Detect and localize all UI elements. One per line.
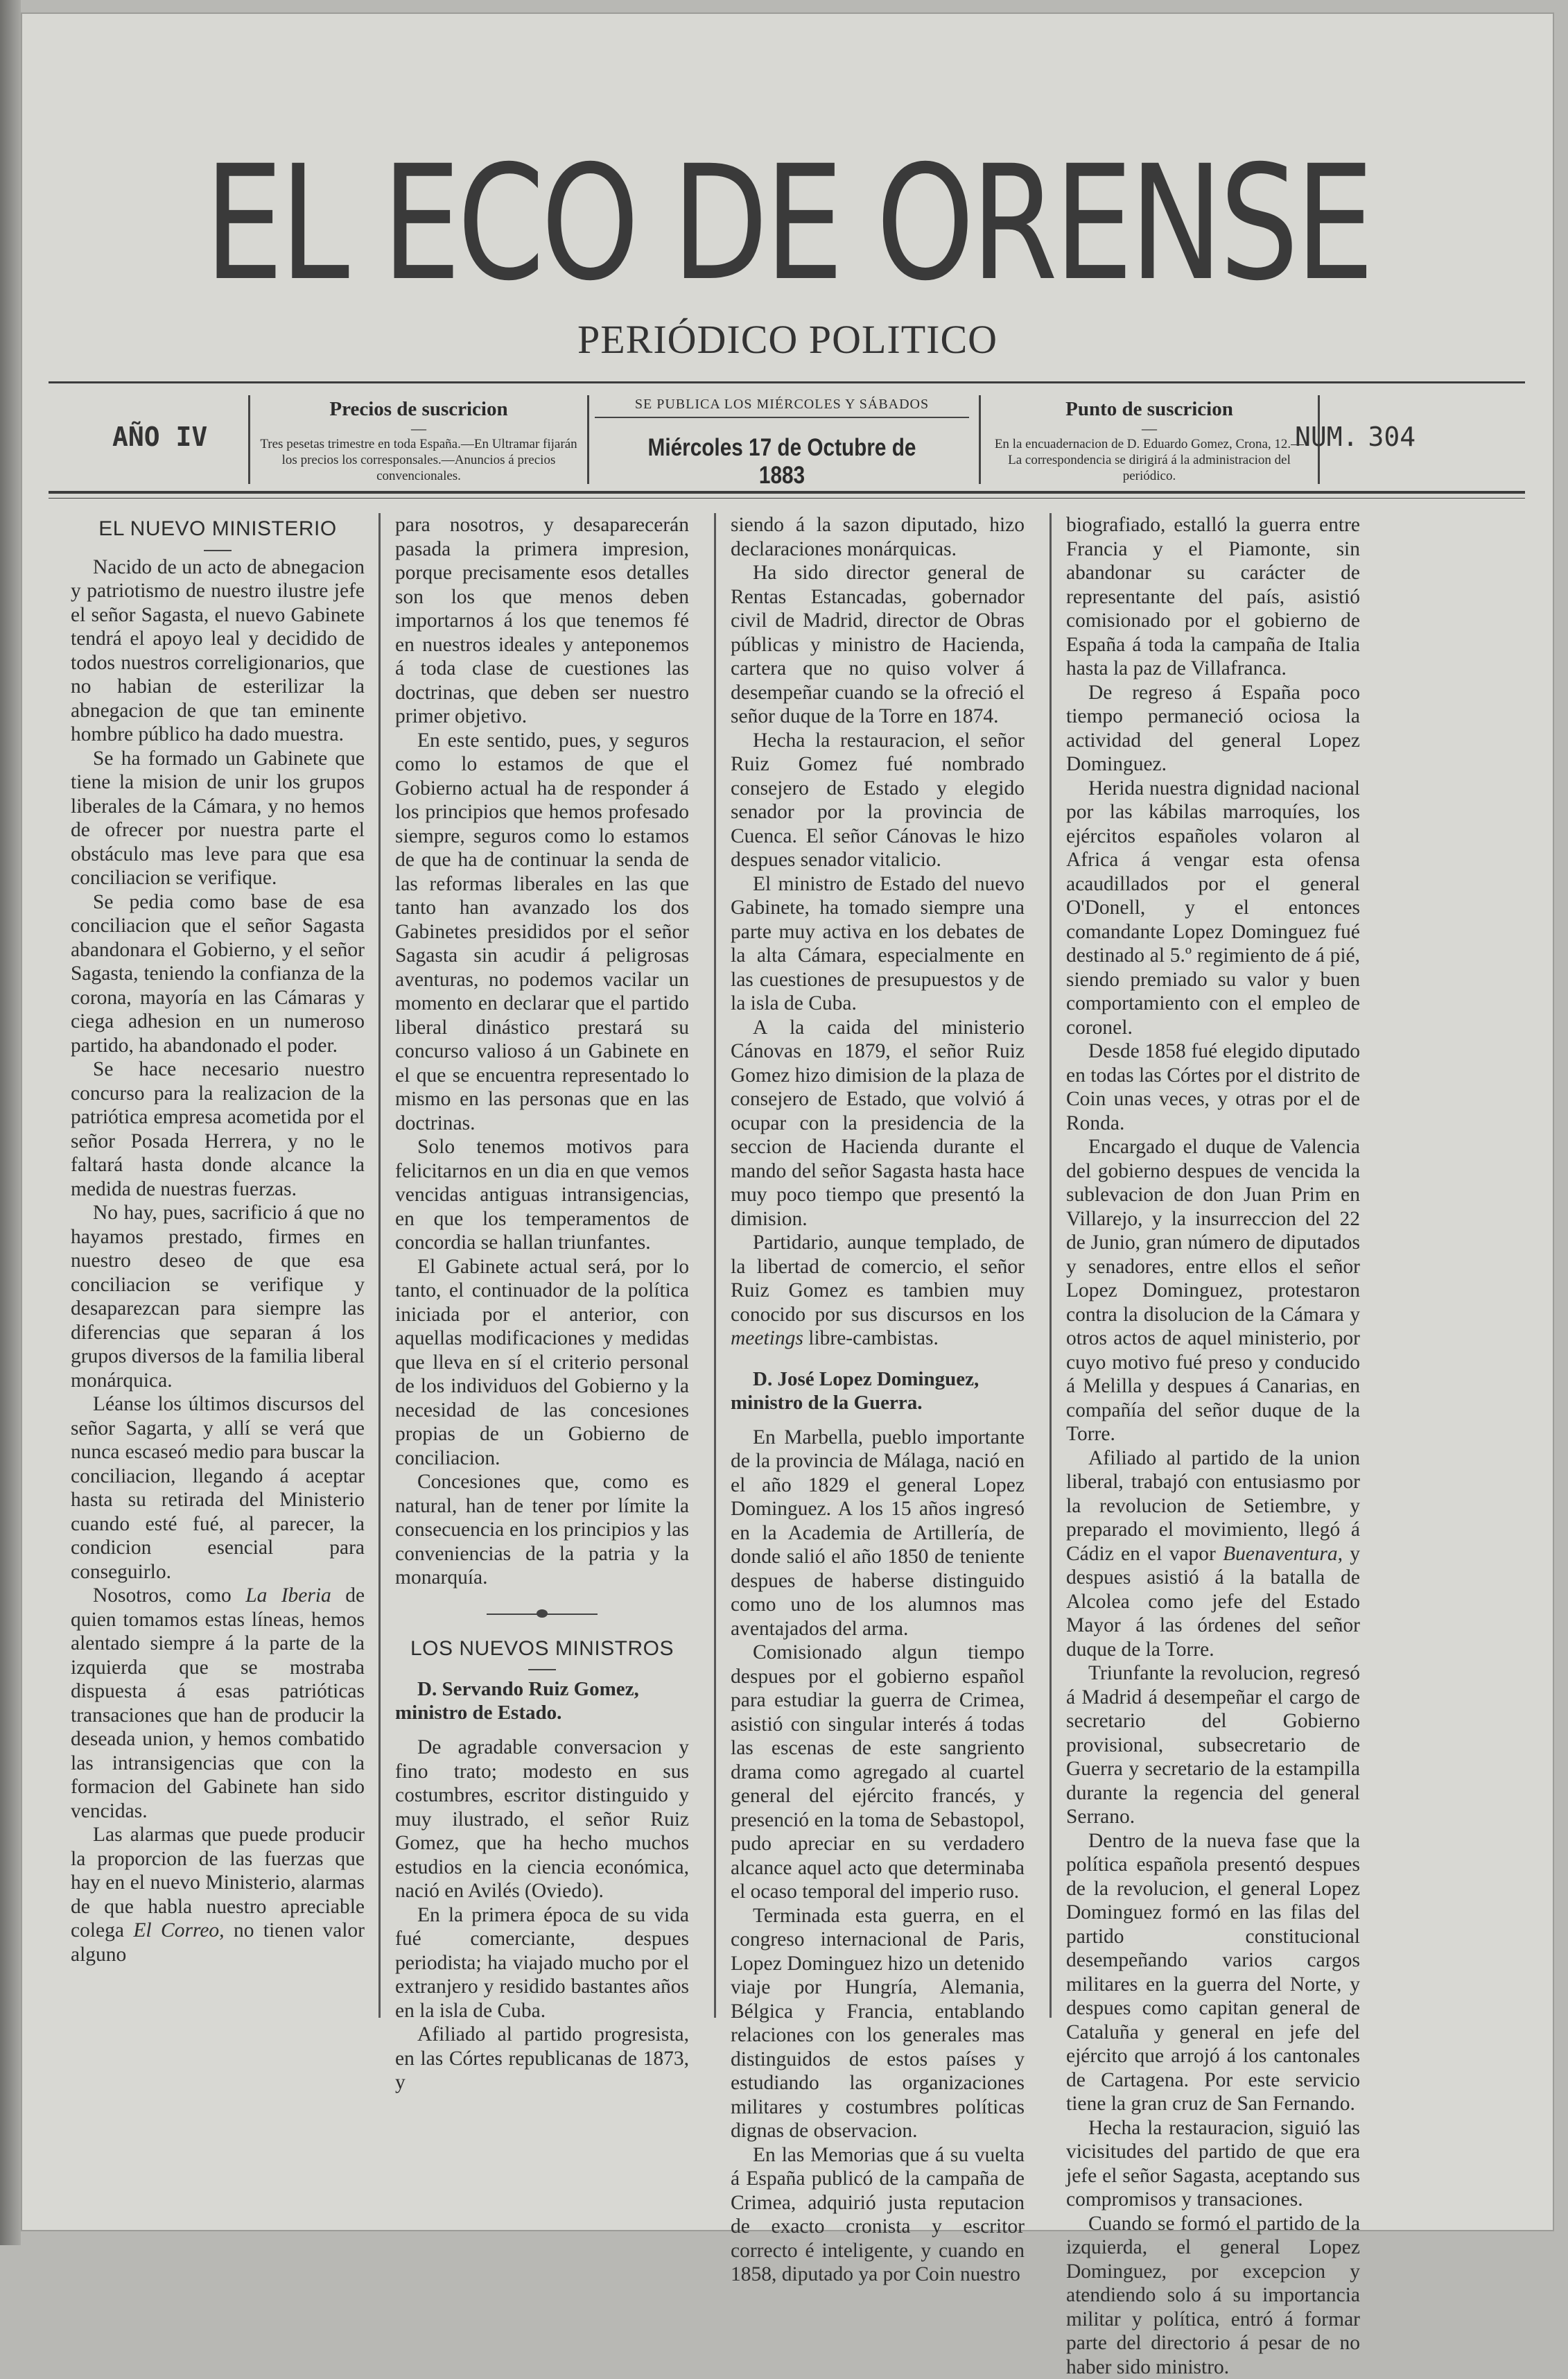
column-rule-1 xyxy=(378,513,381,2018)
newspaper-page xyxy=(21,12,1554,2231)
ornament-dot xyxy=(537,1609,548,1618)
prices-box xyxy=(248,395,589,484)
subscription-point-box xyxy=(979,395,1320,484)
publication-days: SE PUBLICA LOS MIÉRCOLES Y SÁBADOS xyxy=(595,397,969,418)
newspaper-name-el-correo: El Correo, xyxy=(133,1919,224,1941)
subheading-lopez-dominguez: D. José Lopez Dominguez, ministro de la Guerra. xyxy=(731,1367,1025,1415)
ship-name-buenaventura: Buenaventura, xyxy=(1223,1543,1343,1565)
article-heading-nuevo-ministerio: EL NUEVO MINISTERIO xyxy=(71,517,365,542)
paragraph: En este sentido, pues, y seguros como lo estamos de que el Gobierno actual ha de responder á los principios que hemos profesado siempre, seguros como lo estamos de que ha de continuar la senda de las reformas liberales en las que tanto han avanzado los dos Gabinetes presididos por el señor Sagasta sin acudir á peligrosas aventuras, no podemos vacilar un momento en declarar que el partido liberal dinástico prestará su concurso valioso á un Gabinete en el que se encuentra representado lo mismo en las personas que en las doctrinas. xyxy=(395,729,689,1136)
paragraph: Léanse los últimos discursos del señor Sagarta, y allí se verá que nunca escaseó medio para buscar la conciliacion, llegando á aceptar hasta su retirada del Ministerio cuando esté fué, al parecer, la condicion esencial para conseguirlo. xyxy=(71,1392,365,1584)
text-run: libre-cambistas. xyxy=(808,1327,939,1349)
section-ornament xyxy=(487,1608,598,1620)
paragraph: Solo tenemos motivos para felicitarnos en un dia en que vemos vencidas antiguas intransigencias, en que los temperamentos de concordia se hallan triunfantes. xyxy=(395,1135,689,1255)
masthead-title: EL ECO DE ORENSE xyxy=(113,144,1463,302)
issue-number-label: NUM. xyxy=(1295,422,1359,452)
column-rule-2 xyxy=(714,513,716,2018)
paragraph: Cuando se formó el partido de la izquierda, el general Lopez Dominguez, por excepcion y atendiendo solo á su importancia militar y política, entró á formar parte del directorio á pesar de no haber sido ministro. xyxy=(1066,2212,1360,2379)
prices-title: Precios de suscricion xyxy=(250,398,587,421)
text-run: Partidario, aunque templado, de la libertad de comercio, el señor Ruiz Gomez es tambien muy conocido por sus discursos en los xyxy=(731,1231,1025,1326)
article-heading-nuevos-ministros: LOS NUEVOS MINISTROS xyxy=(395,1637,689,1661)
column-2 xyxy=(395,513,689,2095)
column-1 xyxy=(71,513,365,1966)
page-binding-edge xyxy=(0,0,21,2245)
paragraph: Nacido de un acto de abnegacion y patriotismo de nuestro ilustre jefe el señor Sagasta, el nuevo Gabinete tendrá el apoyo leal y decidido de todos nuestros correligionarios, que no habian de esterilizar la abnegacion de que tan eminente hombre público ha dado muestra. xyxy=(71,555,365,747)
paragraph: para nosotros, y desaparecerán pasada la primera impresion, porque precisamente esos detalles son los que menos deben importarnos á los que tenemos fé en nuestros ideales y anteponemos á toda clase de cuestiones las doctrinas, que deben ser nuestro primer objetivo. xyxy=(395,513,689,729)
subscription-point-title: Punto de suscricion xyxy=(981,398,1318,421)
text-run: Nosotros, como xyxy=(93,1584,232,1607)
text-run: Las alarmas que puede producir la proporcion de las fuerzas que hay en el nuevo Ministerio, alarmas de que habla nuestro apreciable colega xyxy=(71,1824,365,1941)
paragraph: En la primera época de su vida fué comerciante, despues periodista; ha viajado mucho por el extranjero y residido bastantes años en la isla de Cuba. xyxy=(395,1903,689,2023)
text-run: Afiliado al partido de la union liberal, trabajó con entusiasmo por la revolucion de Setiembre, y preparado el movimiento, llegó á Cádiz en el vapor xyxy=(1066,1447,1360,1565)
paragraph: Se ha formado un Gabinete que tiene la mision de unir los grupos liberales de la Cámara, y no hemos de ofrecer por nuestra parte el obstáculo mas leve para que esa conciliacion se verifique. xyxy=(71,747,365,890)
paragraph: Encargado el duque de Valencia del gobierno despues de vencida la sublevacion de don Juan Prim en Villarejo, y la insurreccion del 22 de Junio, gran número de diputados y senadores, entre ellos el señor Lopez Dominguez, protestaron contra la disolucion de la Cámara y otros actos de aquel ministerio, por cuyo motivo fué preso y conducido á Melilla y despues á Canarias, en compañía del señor duque de la Torre. xyxy=(1066,1135,1360,1446)
paragraph xyxy=(1066,1446,1360,1662)
paragraph xyxy=(71,1823,365,1966)
paragraph: De regreso á España poco tiempo permaneció ociosa la actividad del general Lopez Dominguez. xyxy=(1066,681,1360,777)
text-run: de quien tomamos estas líneas, hemos alentado siempre á la parte de la izquierda que se mostraba dispuesta á esas patrióticas transaciones que han de producir la deseada union, y hemos combatido las intransigencias que con la formacion del Gabinete han sido vencidas. xyxy=(71,1584,365,1822)
column-rule-3 xyxy=(1049,513,1052,2018)
paragraph: El Gabinete actual será, por lo tanto, el continuador de la política iniciada por el anterior, con aquellas modificaciones y medidas que lleva en sí el criterio personal de los individuos del Gobierno y la necesidad de las concesiones propias de un Gobierno de conciliacion. xyxy=(395,1255,689,1471)
subscription-point-text: En la encuadernacion de D. Eduardo Gomez, Crona, 12.—La correspondencia se dirigirá á la administracion del periódico. xyxy=(981,436,1318,484)
paragraph: Terminada esta guerra, en el congreso internacional de Paris, Lopez Dominguez hizo un detenido viaje por Hungría, Alemania, Bélgica y Francia, entablando relaciones con los generales mas distinguidos de estos países y estudiando las organizaciones militares y costumbres políticas dignas de observacion. xyxy=(731,1904,1025,2143)
paragraph: Concesiones que, como es natural, han de tener por límite la consecuencia en los principios y las conveniencias de la patria y la monarquía. xyxy=(395,1470,689,1590)
paragraph: Hecha la restauracion, el señor Ruiz Gomez fué nombrado consejero de Estado y elegido senador por la provincia de Cuenca. El señor Cánovas le hizo despues senador vitalicio. xyxy=(731,729,1025,872)
column-3 xyxy=(731,513,1025,2287)
top-rule xyxy=(49,381,1525,383)
paragraph: Se pedia como base de esa conciliacion que el señor Sagasta abandonara el Gobierno, y el señor Sagasta, teniendo la confianza de la corona, mayoría en las Cámaras y ciega adhesion en un numeroso partido, ha abandonado el poder. xyxy=(71,890,365,1058)
paragraph: Se hace necesario nuestro concurso para la realizacion de la patriótica empresa acometida por el señor Posada Herrera, y no le faltará hasta donde alcance la medida de nuestras fuerzas. xyxy=(71,1057,365,1201)
issue-date: Miércoles 17 de Octubre de 1883 xyxy=(623,434,941,490)
prices-text: Tres pesetas trimestre en toda España.—En Ultramar fijarán los precios los corresponsales.—Anuncios á precios convencionales. xyxy=(250,436,587,484)
issue-year: AÑO IV xyxy=(112,422,207,452)
paragraph: Afiliado al partido progresista, en las Córtes republicanas de 1873, y xyxy=(395,2023,689,2095)
paragraph: Ha sido director general de Rentas Estancadas, gobernador civil de Madrid, director de Obras públicas y ministro de Hacienda, cartera que no quiso volver á desempeñar cuando se la ofreció el señor duque de la Torre en 1874. xyxy=(731,561,1025,729)
paragraph: El ministro de Estado del nuevo Gabinete, ha tomado siempre una parte muy activa en los debates de la alta Cámara, especialmente en las cuestiones de presupuestos y de la isla de Cuba. xyxy=(731,872,1025,1016)
paragraph: Herida nuestra dignidad nacional por las kábilas marroquíes, los ejércitos españoles volaron al Africa á vengar esta ofensa acaudillados por el general O'Donell, y el entonces comandante Lopez Dominguez fué destinado al 5.º regimiento de á pié, siendo premiado su valor y buen comportamiento con el empleo de coronel. xyxy=(1066,777,1360,1040)
heading-dash xyxy=(204,550,232,551)
paragraph: Desde 1858 fué elegido diputado en todas las Córtes por el distrito de Coin unas veces, y otras por el de Ronda. xyxy=(1066,1039,1360,1135)
text-run: no tienen valor alguno xyxy=(71,1919,365,1966)
paragraph: Dentro de la nueva fase que la política española presentó despues de la revolucion, el general Lopez Dominguez formó en las filas del partido constitucional desempeñando varios cargos militares en la guerra del Norte, y despues como capitan general de Cataluña y general en jefe del ejército que arrojó á los cantonales de Cartagena. Por este servicio tiene la gran cruz de San Fernando. xyxy=(1066,1829,1360,2116)
text-run: y despues asistió á la batalla de Alcolea como jefe del Estado Mayor á las órdenes del señor duque de la Torre. xyxy=(1066,1543,1360,1661)
issue-number xyxy=(1295,422,1415,452)
infobar-bottom-rule xyxy=(49,491,1525,494)
paragraph: En las Memorias que á su vuelta á España publicó de la campaña de Crimea, adquirió justa reputacion de exacto cronista y escritor correcto é inteligente, y cuando en 1858, diputado ya por Coin nuestro xyxy=(731,2143,1025,2287)
paragraph: Comisionado algun tiempo despues por el gobierno español para estudiar la guerra de Crimea, asistió con singular interés á todas las escenas de este sangriento drama como agregado al cuartel general del ejército francés, y presenció en la toma de Sebastopol, pudo apreciar en su verdadero alcance aquel acto que determinaba el ocaso temporal del imperio ruso. xyxy=(731,1641,1025,1904)
masthead-subtitle: PERIÓDICO POLITICO xyxy=(21,316,1554,363)
issue-number-value: 304 xyxy=(1368,422,1416,452)
paragraph: A la caida del ministerio Cánovas en 1879, el señor Ruiz Gomez hizo dimision de la plaza de consejero de Estado, que volvió á ocupar con la presidencia de la seccion de Hacienda durante el mando del señor Sagasta hasta hace muy poco tiempo que presentó la dimision. xyxy=(731,1016,1025,1231)
paragraph: De agradable conversacion y fino trato; modesto en sus costumbres, escritor distinguido y muy ilustrado, el señor Ruiz Gomez, que ha hecho muchos estudios en la ciencia económica, nació en Avilés (Oviedo). xyxy=(395,1736,689,1903)
italic-word-meetings: meetings xyxy=(731,1327,803,1349)
paragraph: Triunfante la revolucion, regresó á Madrid á desempeñar el cargo de secretario del Gobierno provisional, subsecretario de Guerra y secretario de la estampilla durante la regencia del general Serrano. xyxy=(1066,1661,1360,1829)
paragraph: No hay, pues, sacrificio á que no hayamos prestado, firmes en nuestro deseo de que esa conciliacion se verifique y desaparezcan para siempre las diferencias que separan á los grupos diversos de la familia liberal monárquica. xyxy=(71,1201,365,1392)
column-4 xyxy=(1066,513,1360,2379)
paragraph: biografiado, estalló la guerra entre Francia y el Piamonte, sin abandonar su carácter de representante del país, asistió comisionado por el gobierno de España á toda la campaña de Italia hasta la paz de Villafranca. xyxy=(1066,513,1360,681)
prices-divider: — xyxy=(250,421,587,436)
subheading-ruiz-gomez: D. Servando Ruiz Gomez, ministro de Estado. xyxy=(395,1677,689,1724)
newspaper-name-la-iberia: La Iberia xyxy=(245,1584,331,1607)
info-bar xyxy=(69,392,1533,490)
paragraph: En Marbella, pueblo importante de la provincia de Málaga, nació en el año 1829 el general Lopez Dominguez. A los 15 años ingresó en la Academia de Artillería, de donde salió el año 1850 de teniente despues de haberse distinguido como uno de los alumnos mas aventajados del arma. xyxy=(731,1426,1025,1641)
subscription-point-divider: — xyxy=(981,421,1318,436)
paragraph: Hecha la restauracion, siguió las vicisitudes del partido de que era jefe el señor Sagasta, aceptando sus compromisos y transaciones. xyxy=(1066,2116,1360,2212)
infobar-bottom-rule-thin xyxy=(49,498,1525,499)
paragraph: siendo á la sazon diputado, hizo declaraciones monárquicas. xyxy=(731,513,1025,561)
heading-dash xyxy=(528,1669,556,1670)
paragraph xyxy=(731,1231,1025,1351)
paragraph xyxy=(71,1584,365,1823)
